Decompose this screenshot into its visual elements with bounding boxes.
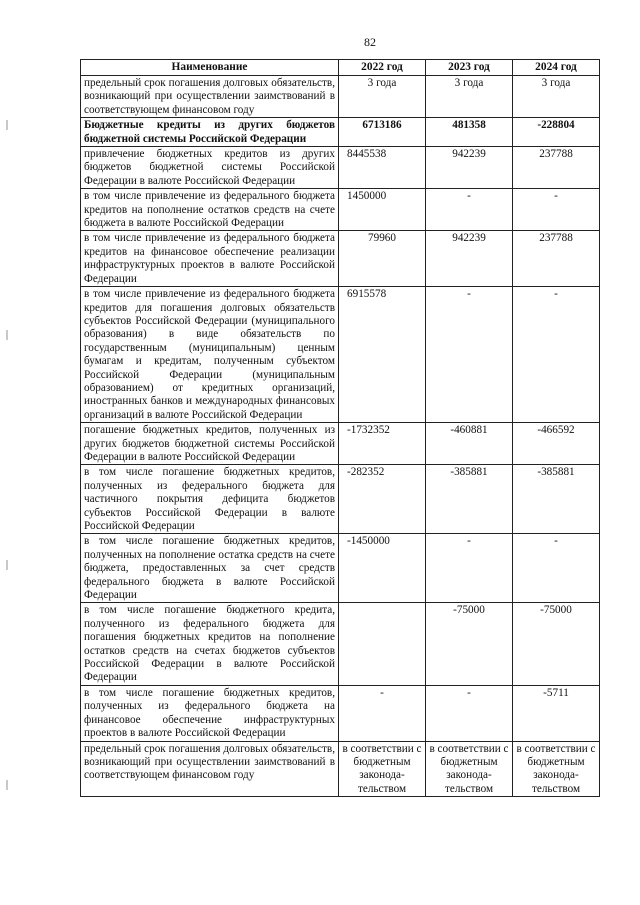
value-cell-2022: - (339, 685, 426, 741)
value-cell-2023: - (426, 287, 513, 423)
column-header-2023: 2023 год (426, 60, 513, 76)
column-header-2022: 2022 год (339, 60, 426, 76)
table-row (81, 287, 600, 423)
value-cell-2022: 3 года (339, 76, 426, 118)
value-cell-2022: 79960 (339, 231, 426, 287)
value-cell-2022 (339, 603, 426, 685)
row-name-cell: в том числе погашение бюджетных кредитов, полученных из федерального бюджета на финансовое обеспечение инфраструктурных проектов в валюте Российской Федерации (81, 685, 339, 741)
row-name-cell: предельный срок погашения долговых обязательств, возникающий при осуществлении заимствований в соответствующем финансовом году (81, 741, 339, 797)
scan-edge-mark (6, 330, 8, 340)
value-cell-2022: -1450000 (339, 534, 426, 603)
table-row (81, 741, 600, 797)
value-cell-2023: -385881 (426, 465, 513, 534)
value-cell-2024: -75000 (513, 603, 600, 685)
row-name-cell: в том числе привлечение из федерального бюджета кредитов на финансовое обеспечение реализации инфраструктурных проектов в валюте Российской Федерации (81, 231, 339, 287)
value-cell-2024: -385881 (513, 465, 600, 534)
value-cell-2023: 942239 (426, 147, 513, 189)
row-name-cell: погашение бюджетных кредитов, полученных из других бюджетов бюджетной системы Российской Федерации в валюте Российской Федерации (81, 423, 339, 465)
table-row (81, 423, 600, 465)
table-row (81, 603, 600, 685)
value-cell-2023: 481358 (426, 118, 513, 147)
value-cell-2022: -282352 (339, 465, 426, 534)
value-cell-2024: -228804 (513, 118, 600, 147)
table-row (81, 685, 600, 741)
scan-edge-mark (6, 120, 8, 130)
page-number: 82 (364, 35, 376, 49)
table-row (81, 465, 600, 534)
value-cell-2023: 942239 (426, 231, 513, 287)
value-cell-2024: 3 года (513, 76, 600, 118)
value-cell-2023: -460881 (426, 423, 513, 465)
scan-edge-mark (6, 780, 8, 790)
value-cell-2024: - (513, 287, 600, 423)
column-header-2024: 2024 год (513, 60, 600, 76)
value-cell-2024: 237788 (513, 231, 600, 287)
value-cell-2022: -1732352 (339, 423, 426, 465)
table-row (81, 231, 600, 287)
table-row (81, 118, 600, 147)
table-header-row (81, 60, 600, 76)
row-name-cell: в том числе погашение бюджетных кредитов, полученных из федерального бюджета для частичного покрытия дефицита бюджетов субъектов Российской Федерации в валюте Российской Федерации (81, 465, 339, 534)
row-name-cell: в том числе привлечение из федерального бюджета кредитов для погашения долговых обязательств субъектов Российской Федерации (муниципального образования) в виде обязательств по государственным (муниципальным) ценным бумагам и кредитам, полученным субъектом Российской Федерации (муниципальным образованием) от кредитных организаций, иностранных банков и международных финансовых организаций в валюте Российской Федерации (81, 287, 339, 423)
value-cell-2024: -466592 (513, 423, 600, 465)
table-row (81, 534, 600, 603)
value-cell-2023: - (426, 189, 513, 231)
row-name-cell: в том числе погашение бюджетного кредита, полученного из федерального бюджета для погашения бюджетных кредитов на пополнение остатков средств на счетах бюджетов субъектов Российской Федерации в валюте Российской Федерации (81, 603, 339, 685)
value-cell-2023: - (426, 534, 513, 603)
value-cell-2024: - (513, 534, 600, 603)
table-row (81, 189, 600, 231)
value-cell-2024: в соответствии с бюджетным законода-тельством (513, 741, 600, 797)
value-cell-2022: 8445538 (339, 147, 426, 189)
row-name-cell: в том числе погашение бюджетных кредитов, полученных на пополнение остатка средств на счете бюджета, предоставленных за счет средств федерального бюджета в валюте Российской Федерации (81, 534, 339, 603)
table-row (81, 147, 600, 189)
scan-edge-mark (6, 560, 8, 570)
value-cell-2022: 6915578 (339, 287, 426, 423)
budget-credits-table (80, 59, 600, 797)
row-name-cell: предельный срок погашения долговых обязательств, возникающий при осуществлении заимствований в соответствующем финансовом году (81, 76, 339, 118)
value-cell-2023: в соответствии с бюджетным законода-тельством (426, 741, 513, 797)
value-cell-2024: - (513, 189, 600, 231)
row-name-cell: привлечение бюджетных кредитов из других бюджетов бюджетной системы Российской Федерации в валюте Российской Федерации (81, 147, 339, 189)
value-cell-2024: 237788 (513, 147, 600, 189)
row-name-cell: Бюджетные кредиты из других бюджетов бюджетной системы Российской Федерации (81, 118, 339, 147)
value-cell-2022: 6713186 (339, 118, 426, 147)
value-cell-2022: в соответствии с бюджетным законода-тельством (339, 741, 426, 797)
value-cell-2023: 3 года (426, 76, 513, 118)
value-cell-2023: - (426, 685, 513, 741)
value-cell-2022: 1450000 (339, 189, 426, 231)
column-header-name: Наименование (81, 60, 339, 76)
value-cell-2024: -5711 (513, 685, 600, 741)
value-cell-2023: -75000 (426, 603, 513, 685)
table-row (81, 76, 600, 118)
row-name-cell: в том числе привлечение из федерального бюджета кредитов на пополнение остатков средств на счете бюджета в валюте Российской Федерации (81, 189, 339, 231)
